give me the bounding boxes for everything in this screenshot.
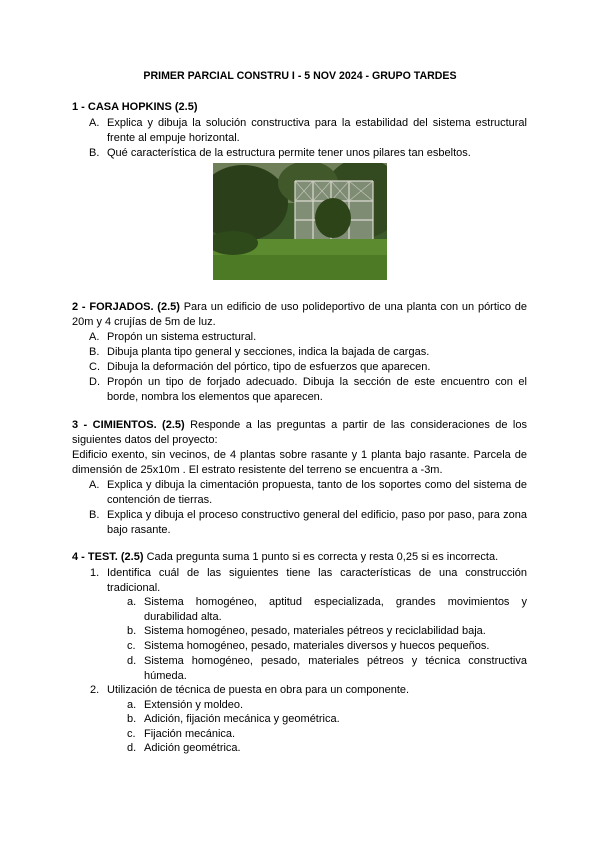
section-4-intro: Cada pregunta suma 1 punto si es correcta y resta 0,25 si es incorrecta. xyxy=(143,551,499,563)
s2-d-marker: D. xyxy=(89,376,100,388)
s1-a-marker: A. xyxy=(89,117,100,129)
casa-hopkins-photo xyxy=(213,163,387,280)
q2-b-marker: b. xyxy=(127,713,137,725)
section-4-heading xyxy=(72,550,527,565)
section-3-intro: Responde a las preguntas a partir de las consideraciones de los siguientes datos del proyecto: xyxy=(72,419,527,446)
section-2-title: 2 - FORJADOS. (2.5) xyxy=(72,301,180,313)
s3-b-marker: B. xyxy=(89,509,100,521)
q1-c-text: Sistema homogéneo, pesado, materiales diversos y huecos pequeños. xyxy=(144,640,490,652)
s2-b-text: Dibuja planta tipo general y secciones, indica la bajada de cargas. xyxy=(107,346,430,358)
section-4-title: 4 - TEST. (2.5) xyxy=(72,551,144,563)
q1-marker: 1. xyxy=(90,567,100,579)
q2-d-marker: d. xyxy=(127,742,137,754)
s2-c-marker: C. xyxy=(89,361,100,373)
q1-d-text: Sistema homogéneo, pesado, materiales pétreos y técnica constructiva húmeda. xyxy=(144,655,527,682)
section-2-intro: Para un edificio de uso polideportivo de una planta con un pórtico de 20m y 4 crujías de 5m de luz. xyxy=(72,301,527,328)
section-3-heading xyxy=(72,418,527,448)
section-2-heading xyxy=(72,300,527,330)
q1-b-marker: b. xyxy=(127,625,137,637)
s2-c-text: Dibuja la deformación del pórtico, tipo de esfuerzos que aparecen. xyxy=(107,361,431,373)
s2-b-marker: B. xyxy=(89,346,100,358)
s3-b-text: Explica y dibuja el proceso constructivo general del edificio, paso por paso, para zona bajo rasante. xyxy=(107,509,527,536)
section-3-title: 3 - CIMIENTOS. (2.5) xyxy=(72,419,185,431)
q1-b-text: Sistema homogéneo, pesado, materiales pétreos y reciclabilidad baja. xyxy=(144,625,486,637)
q2-a-marker: a. xyxy=(127,699,137,711)
q2-text: Utilización de técnica de puesta en obra para un componente. xyxy=(107,684,410,696)
s3-a-text: Explica y dibuja la cimentación propuesta, tanto de los soportes como del sistema de contención de tierras. xyxy=(107,479,527,506)
s2-d-text: Propón un tipo de forjado adecuado. Dibuja la sección de este encuentro con el borde, nombra los elementos que aparecen. xyxy=(107,376,527,403)
s1-a-text: Explica y dibuja la solución constructiva para la estabilidad del sistema estructural frente al empuje horizontal. xyxy=(107,117,527,144)
q1-a-marker: a. xyxy=(127,596,137,608)
s2-a-text: Propón un sistema estructural. xyxy=(107,331,257,343)
q2-b-text: Adición, fijación mecánica y geométrica. xyxy=(144,713,340,725)
section-3-data: Edificio exento, sin vecinos, de 4 plantas sobre rasante y 1 planta bajo rasante. Parcela de dimensión de 25x10m . El estrato resistente del terreno se encuentra a -3m. xyxy=(72,449,527,476)
s1-b-text: Qué característica de la estructura permite tener unos pilares tan esbeltos. xyxy=(107,147,471,159)
page-title: PRIMER PARCIAL CONSTRU I - 5 NOV 2024 - GRUPO TARDES xyxy=(143,70,457,82)
q1-text: Identifica cuál de las siguientes tiene las características de una construcción tradicional. xyxy=(107,567,527,594)
s1-b-marker: B. xyxy=(89,147,100,159)
q2-c-marker: c. xyxy=(127,728,136,740)
q2-d-text: Adición geométrica. xyxy=(144,742,241,754)
q2-marker: 2. xyxy=(90,684,100,696)
section-1-title: 1 - CASA HOPKINS (2.5) xyxy=(72,101,198,113)
q1-d-marker: d. xyxy=(127,655,137,667)
q1-c-marker: c. xyxy=(127,640,136,652)
q2-a-text: Extensión y moldeo. xyxy=(144,699,244,711)
s3-a-marker: A. xyxy=(89,479,100,491)
q2-c-text: Fijación mecánica. xyxy=(144,728,236,740)
section-1-heading xyxy=(72,100,527,115)
s2-a-marker: A. xyxy=(89,331,100,343)
q1-a-text: Sistema homogéneo, aptitud especializada, grandes movimientos y durabilidad alta. xyxy=(144,596,527,623)
